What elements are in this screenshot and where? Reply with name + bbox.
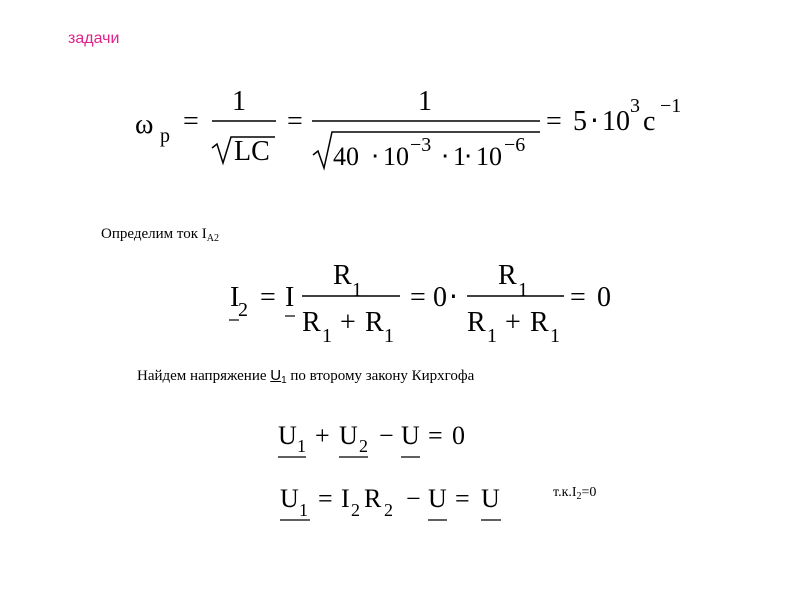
- frac-b-den-r2-sub: 1: [550, 325, 560, 347]
- frac-b-den-r1: R: [467, 307, 486, 338]
- f3-u2-sub: 2: [359, 436, 368, 456]
- equals-1: =: [183, 106, 199, 137]
- result-10: 10: [602, 106, 630, 137]
- f3-minus: −: [379, 421, 394, 450]
- f3-zero: 0: [452, 421, 465, 450]
- frac-b-plus: +: [505, 307, 521, 338]
- f4-r2-sub: 2: [384, 500, 393, 520]
- den-dot-c: ⋅: [464, 142, 473, 171]
- note-subscript: 2: [576, 491, 582, 502]
- frac-a-den-r1-sub: 1: [322, 325, 332, 347]
- den-10-a: 10: [383, 142, 409, 171]
- f3-u2: U: [339, 421, 358, 450]
- f4-u: U: [428, 484, 447, 513]
- mult-dot: ⋅: [449, 282, 458, 313]
- equals-b: =: [410, 282, 426, 313]
- note-text: т.к.I: [553, 485, 577, 500]
- frac-a-num-sub: 1: [352, 279, 362, 301]
- frac-b-num-sub: 1: [518, 279, 528, 301]
- frac-a-num: R: [333, 260, 352, 291]
- caption-kirchhoff-text-a: Найдем напряжение: [137, 368, 271, 384]
- fraction1-numerator: 1: [232, 86, 246, 117]
- den-dot-a: ⋅: [371, 142, 380, 171]
- zero-a: 0: [433, 282, 447, 313]
- f4-i2: I: [341, 484, 350, 513]
- caption-kirchhoff-u-sub: 1: [281, 375, 287, 386]
- f3-u: U: [401, 421, 420, 450]
- fraction1-denominator: LC: [234, 136, 270, 167]
- f3-plus: +: [315, 421, 330, 450]
- frac-a-den-r2-sub: 1: [384, 325, 394, 347]
- i2-letter: I: [230, 282, 240, 313]
- den-exp-b: −6: [504, 134, 526, 156]
- fraction2-numerator: 1: [418, 86, 432, 117]
- f4-equals-2: =: [455, 484, 470, 513]
- i2-subscript: 2: [238, 299, 248, 321]
- f4-u1-sub: 1: [299, 500, 308, 520]
- f4-minus: −: [406, 484, 421, 513]
- den-dot-b: ⋅: [441, 142, 450, 171]
- result-dot: ⋅: [590, 106, 599, 137]
- caption-text: Определим ток I: [101, 226, 207, 242]
- f3-u1-sub: 1: [297, 436, 306, 456]
- den-1: 1: [453, 142, 466, 171]
- frac-a-plus: +: [340, 307, 356, 338]
- frac-a-den-r1: R: [302, 307, 321, 338]
- f3-u1: U: [278, 421, 297, 450]
- caption-kirchhoff-text-b: по второму закону Кирхгофа: [286, 368, 475, 384]
- den-40: 40: [333, 142, 359, 171]
- result-zero: 0: [597, 282, 611, 313]
- f4-u-result: U: [481, 484, 500, 513]
- result-5: 5: [573, 106, 587, 137]
- f3-equals: =: [428, 421, 443, 450]
- f4-u1: U: [280, 484, 299, 513]
- omega-symbol: ω: [135, 109, 154, 140]
- caption-subscript: A2: [206, 233, 219, 244]
- omega-subscript: p: [160, 125, 170, 147]
- slide-title: задачи: [68, 30, 120, 47]
- result-exp: 3: [630, 95, 640, 117]
- frac-b-den-r2: R: [530, 307, 549, 338]
- equals-c: =: [570, 282, 586, 313]
- caption-kirchhoff-u: U: [270, 367, 282, 384]
- f4-i2-sub: 2: [351, 500, 360, 520]
- den-10-b: 10: [476, 142, 502, 171]
- frac-b-den-r1-sub: 1: [487, 325, 497, 347]
- f4-equals-1: =: [318, 484, 333, 513]
- f4-r2: R: [364, 484, 382, 513]
- note-condition: [553, 485, 596, 502]
- result-unit: c: [643, 106, 656, 137]
- equals-2: =: [287, 106, 303, 137]
- frac-a-den-r2: R: [365, 307, 384, 338]
- frac-b-num: R: [498, 260, 517, 291]
- i-letter: I: [285, 282, 295, 313]
- equals-3: =: [546, 106, 562, 137]
- note-tail: =0: [581, 485, 597, 500]
- den-exp-a: −3: [410, 134, 432, 156]
- result-unit-exp: −1: [660, 95, 682, 117]
- equals-a: =: [260, 282, 276, 313]
